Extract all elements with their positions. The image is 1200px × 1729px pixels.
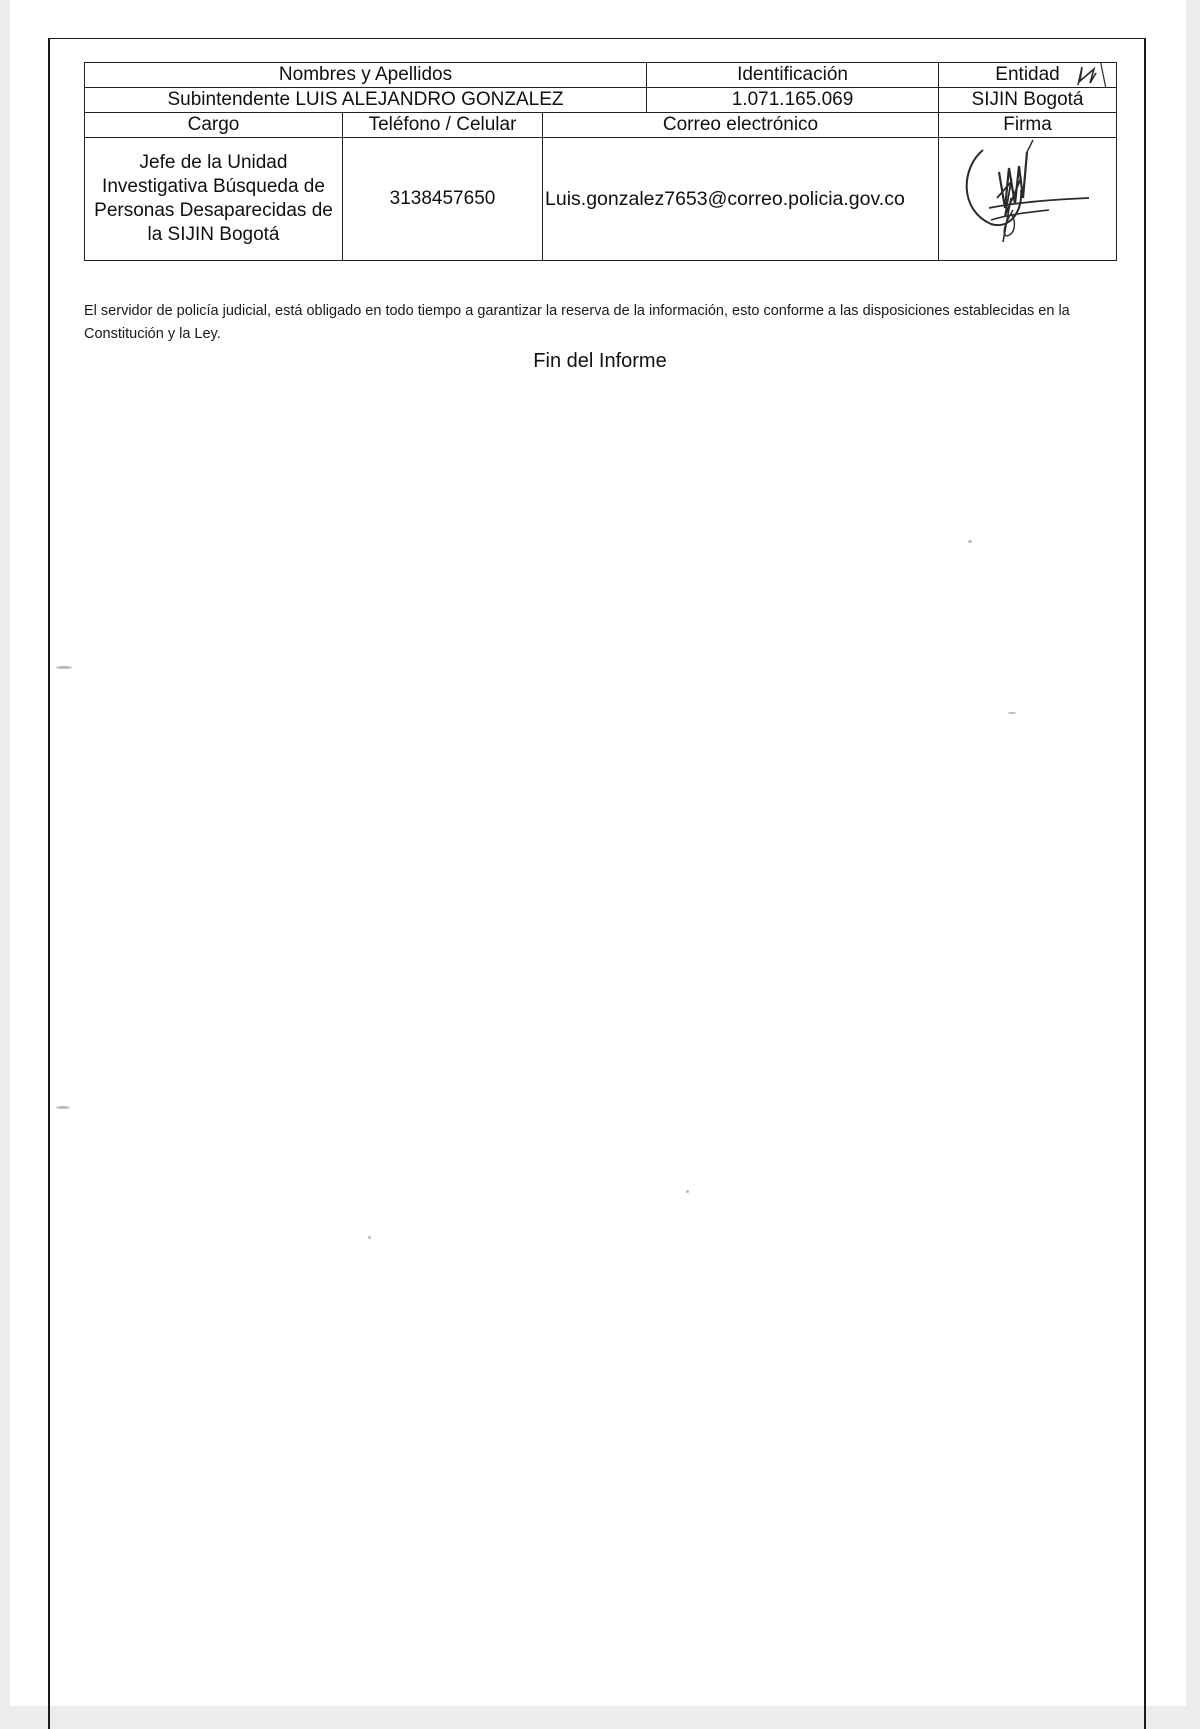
- table-header-row: [85, 113, 1117, 138]
- officer-entity: SIJIN Bogotá: [939, 88, 1117, 113]
- officer-email: Luis.gonzalez7653@correo.policia.gov.co: [543, 138, 939, 261]
- officer-name: Subintendente LUIS ALEJANDRO GONZALEZ: [85, 88, 647, 113]
- scan-speck: [686, 1190, 689, 1193]
- confidentiality-notice: El servidor de policía judicial, está obligado en todo tiempo a garantizar la reserva de la información, esto conforme a las disposiciones establecidas en la Constitución y la Ley.: [84, 303, 1070, 342]
- handwritten-signature-icon: [939, 138, 1117, 261]
- position-header: Cargo: [85, 113, 343, 138]
- table-row: [85, 138, 1117, 261]
- officer-phone: 3138457650: [343, 138, 543, 261]
- page-border: [48, 38, 1146, 1729]
- table-row: [85, 88, 1117, 113]
- identification-header: Identificación: [647, 63, 939, 88]
- signature-cell: [939, 138, 1117, 261]
- email-header: Correo electrónico: [543, 113, 939, 138]
- signature-table: [84, 62, 1117, 261]
- names-header: Nombres y Apellidos: [85, 63, 647, 88]
- scan-speck: [56, 1106, 70, 1109]
- scan-speck: [56, 666, 72, 669]
- end-of-report-text: Fin del Informe: [533, 350, 667, 372]
- scan-speck: [1008, 712, 1016, 714]
- entity-header: Entidad: [995, 64, 1060, 85]
- signature-header: Firma: [939, 113, 1117, 138]
- table-header-row: [85, 63, 1117, 88]
- initials-mark-icon: [1070, 63, 1110, 88]
- scan-speck: [368, 1236, 371, 1239]
- officer-position: Jefe de la Unidad Investigativa Búsqueda de Personas Desaparecidas de la SIJIN Bogotá: [85, 138, 343, 261]
- scan-speck: [968, 540, 972, 543]
- entity-header-cell: [939, 63, 1117, 88]
- phone-header: Teléfono / Celular: [343, 113, 543, 138]
- officer-id: 1.071.165.069: [647, 88, 939, 113]
